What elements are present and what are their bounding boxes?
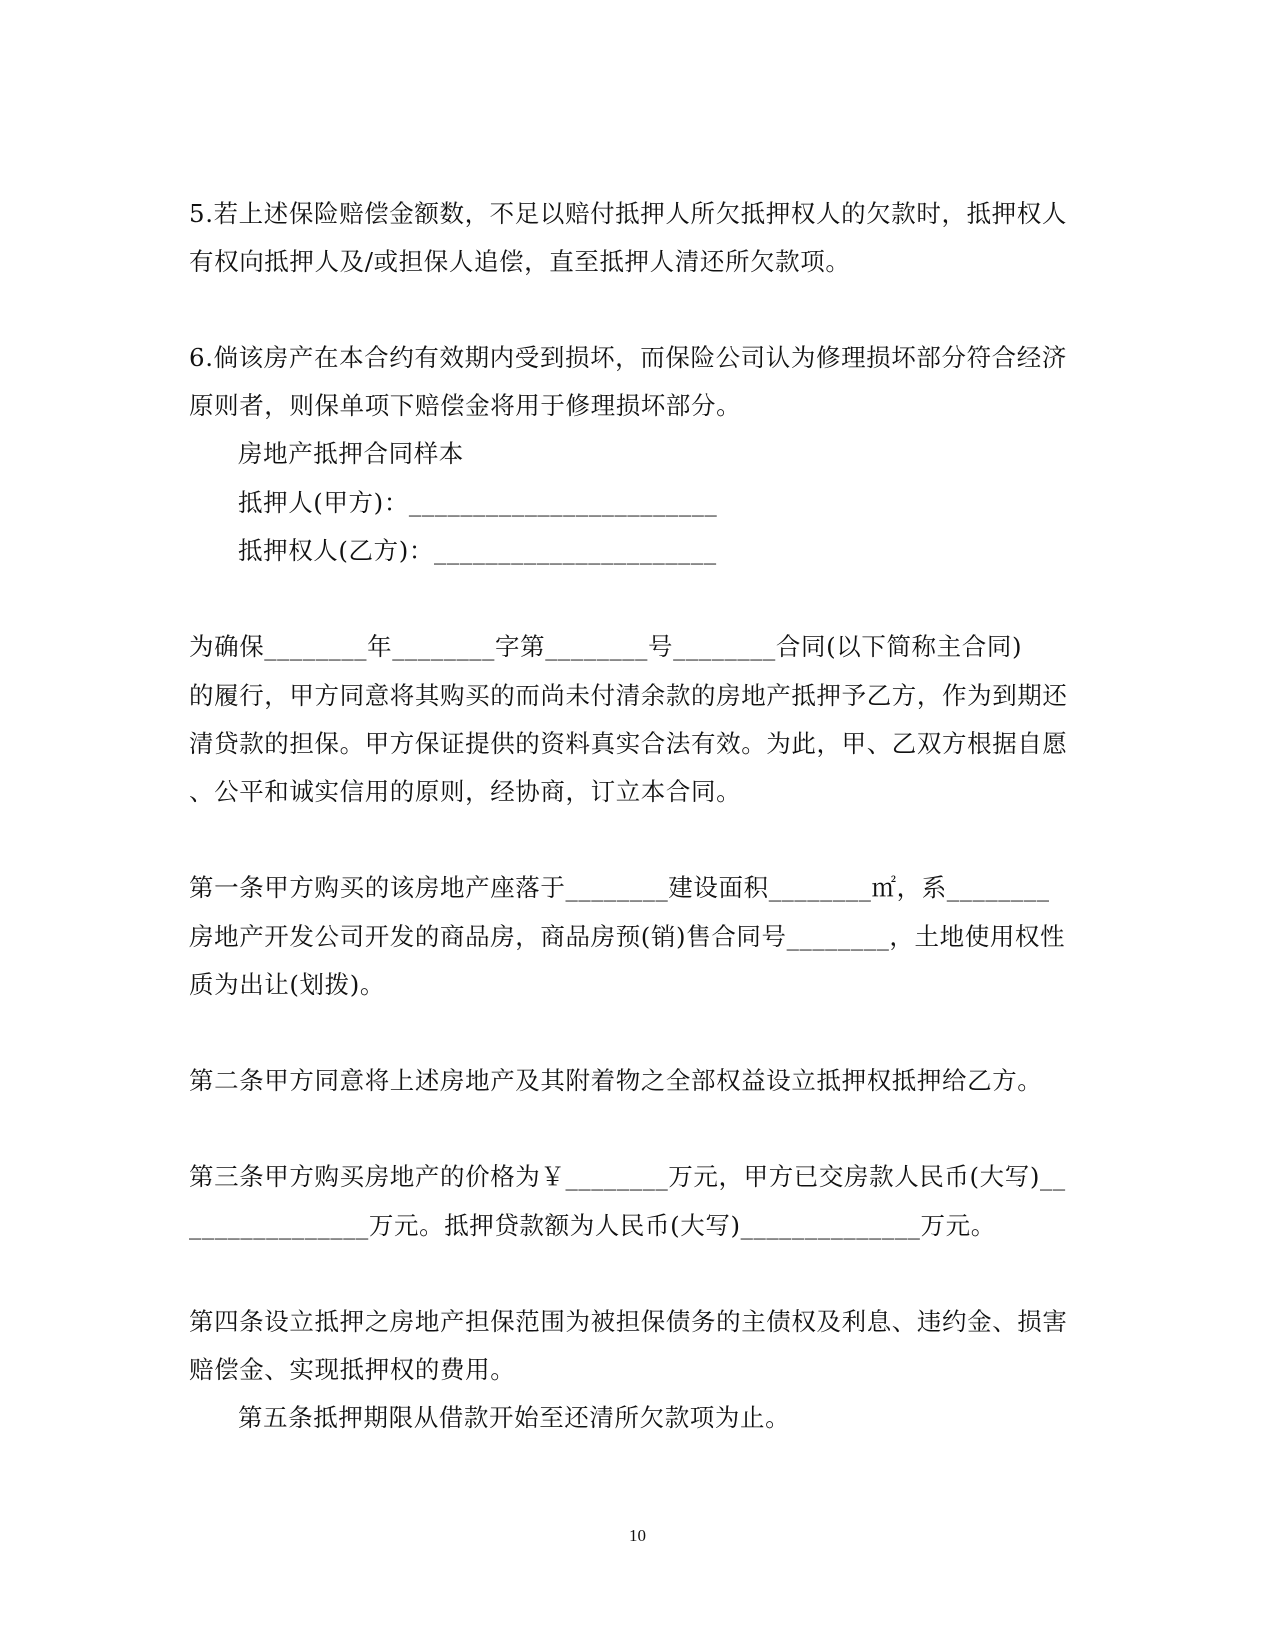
mortgagor-field: 抵押人(甲方)：________________________ bbox=[238, 488, 718, 517]
article-5-line-1: 第五条抵押期限从借款开始至还清所欠款项为止。 bbox=[238, 1403, 791, 1432]
clause-6-line-2: 原则者，则保单项下赔偿金将用于修理损坏部分。 bbox=[189, 391, 742, 420]
article-3-line-1: 第三条甲方购买房地产的价格为￥________万元，甲方已交房款人民币(大写)__ bbox=[189, 1162, 1066, 1191]
preamble-line-3: 清贷款的担保。甲方保证提供的资料真实合法有效。为此，甲、乙双方根据自愿 bbox=[189, 729, 1068, 758]
article-3-line-2: ______________万元。抵押贷款额为人民币(大写)______________万元。 bbox=[189, 1211, 996, 1240]
article-4-line-1: 第四条设立抵押之房地产担保范围为被担保债务的主债权及利息、违约金、损害 bbox=[189, 1307, 1068, 1336]
mortgagee-field: 抵押权人(乙方)：______________________ bbox=[238, 536, 717, 565]
preamble-line-1: 为确保________年________字第________号________合同(以下简称主合同) bbox=[189, 632, 1023, 661]
article-4-line-2: 赔偿金、实现抵押权的费用。 bbox=[189, 1355, 516, 1384]
clause-5-line-2: 有权向抵押人及/或担保人追偿，直至抵押人清还所欠款项。 bbox=[189, 247, 851, 276]
clause-6-line-1: 6.倘该房产在本合约有效期内受到损坏，而保险公司认为修理损坏部分符合经济 bbox=[189, 343, 1067, 372]
article-1-line-2: 房地产开发公司开发的商品房，商品房预(销)售合同号________，土地使用权性 bbox=[189, 922, 1066, 951]
preamble-line-2: 的履行，甲方同意将其购买的而尚未付清余款的房地产抵押予乙方，作为到期还 bbox=[189, 681, 1068, 710]
article-1-line-3: 质为出让(划拨)。 bbox=[189, 970, 386, 999]
preamble-line-4: 、公平和诚实信用的原则，经协商，订立本合同。 bbox=[189, 777, 742, 806]
contract-title: 房地产抵押合同样本 bbox=[238, 439, 464, 468]
page-number: 10 bbox=[629, 1526, 646, 1545]
article-1-line-1: 第一条甲方购买的该房地产座落于________建设面积________㎡，系________ bbox=[189, 873, 1050, 902]
article-2-line-1: 第二条甲方同意将上述房地产及其附着物之全部权益设立抵押权抵押给乙方。 bbox=[189, 1066, 1043, 1095]
clause-5-line-1: 5.若上述保险赔偿金额数，不足以赔付抵押人所欠抵押权人的欠款时，抵押权人 bbox=[189, 199, 1067, 228]
